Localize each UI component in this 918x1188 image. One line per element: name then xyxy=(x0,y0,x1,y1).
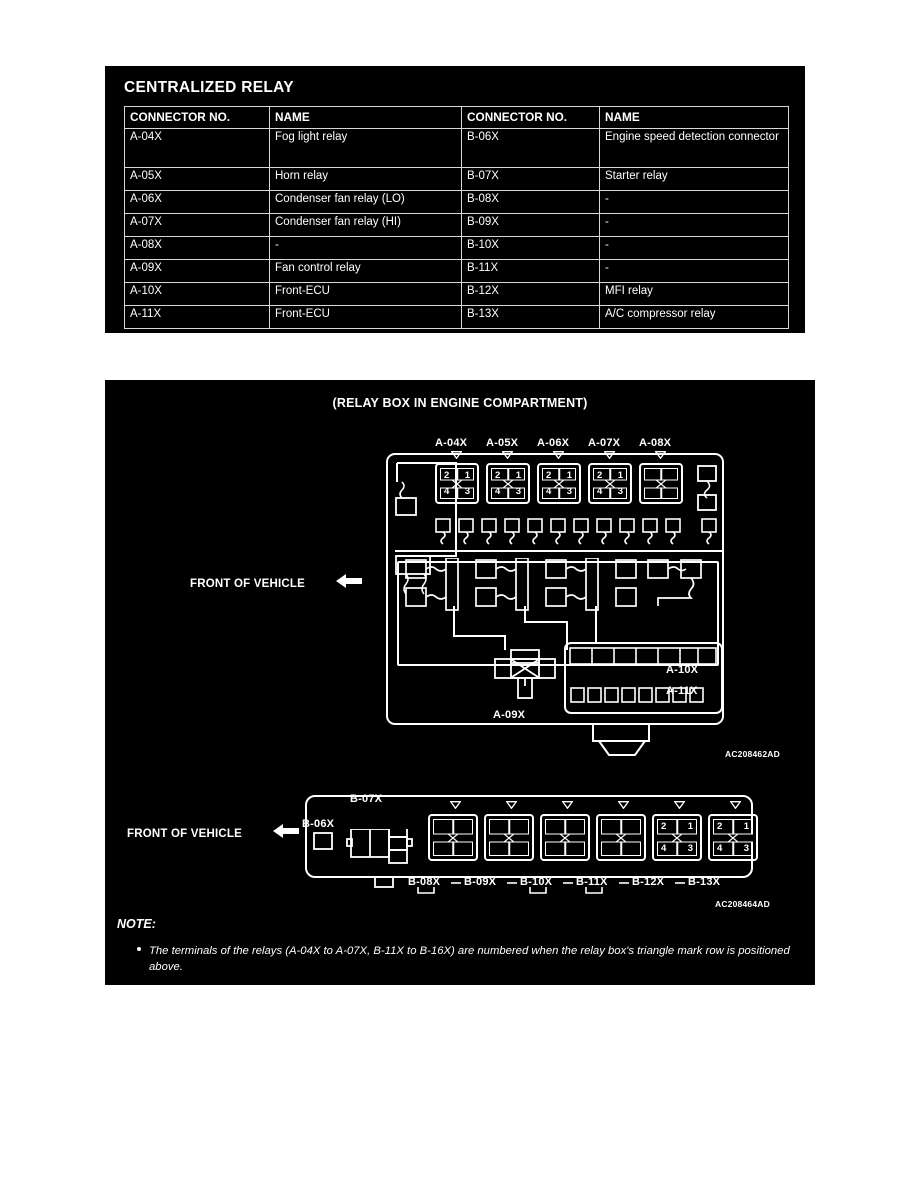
terminal-number: 3 xyxy=(566,485,572,497)
relay-x-mark-icon xyxy=(728,833,739,842)
relay-module-a-07x xyxy=(588,463,632,504)
relay-module-a-06x xyxy=(537,463,581,504)
fuse-row-upper xyxy=(435,518,697,548)
triangle-marker-icon xyxy=(730,801,741,809)
relay-label-a-08x: A-08X xyxy=(639,437,672,449)
cell-name-b: - xyxy=(600,237,789,260)
terminal-number: 1 xyxy=(617,470,623,481)
terminal-number: 4 xyxy=(546,485,552,497)
triangle-marker-icon xyxy=(506,801,517,809)
relay-x-mark-icon xyxy=(503,479,514,488)
cell-connector-no-a: A-11X xyxy=(125,306,270,329)
relay-x-mark-icon xyxy=(448,833,459,842)
front-of-vehicle-label-lower: FRONT OF VEHICLE xyxy=(127,828,243,840)
page-title: CENTRALIZED RELAY xyxy=(124,79,294,96)
reference-code-lower: AC208464AD xyxy=(715,899,770,909)
terminal-number: 1 xyxy=(687,821,693,832)
cell-name-a: Fan control relay xyxy=(270,260,462,283)
table-row xyxy=(125,306,789,329)
terminal-number: 4 xyxy=(661,842,667,854)
cell-connector-no-b: B-08X xyxy=(462,191,600,214)
triangle-marker-icon xyxy=(451,451,462,459)
triangle-marker-icon xyxy=(618,801,629,809)
cell-connector-no-a: A-10X xyxy=(125,283,270,306)
centralized-relay-table xyxy=(124,106,789,329)
relay-x-mark-icon xyxy=(560,833,571,842)
relay-box-right-element xyxy=(696,464,722,512)
terminal-number: 4 xyxy=(444,485,450,497)
relay-module-a-05x xyxy=(486,463,530,504)
cell-connector-no-b: B-12X xyxy=(462,283,600,306)
connector-label-a-10x: A-10X xyxy=(666,664,699,676)
bullet-dot-icon xyxy=(137,947,141,951)
table-row xyxy=(125,237,789,260)
terminal-number: 4 xyxy=(717,842,723,854)
relay-label-a-05x: A-05X xyxy=(486,437,519,449)
connector-label-a-11x: A-11X xyxy=(666,685,698,697)
table-row xyxy=(125,129,789,168)
relay-label-a-06x: A-06X xyxy=(537,437,570,449)
cell-name-b: MFI relay xyxy=(600,283,789,306)
cell-name-a: Front-ECU xyxy=(270,283,462,306)
front-of-vehicle-label-upper: FRONT OF VEHICLE xyxy=(190,578,306,590)
relay-label-a-04x: A-04X xyxy=(435,437,468,449)
relay-label-b-12x: B-12X xyxy=(632,876,665,888)
relay-module-b-13x xyxy=(708,814,758,861)
relay-module-a-08x xyxy=(639,463,683,504)
cell-connector-no-a: A-08X xyxy=(125,237,270,260)
cell-connector-no-a: A-07X xyxy=(125,214,270,237)
terminal-number: 3 xyxy=(617,485,623,497)
cell-connector-no-b: B-10X xyxy=(462,237,600,260)
terminal-number: 3 xyxy=(687,842,693,854)
table-row xyxy=(125,283,789,306)
centralized-relay-table-panel xyxy=(105,66,805,333)
relay-label-b-11x: B-11X xyxy=(576,876,608,888)
terminal-number: 4 xyxy=(597,485,603,497)
terminal-number: 3 xyxy=(515,485,521,497)
fuse-row-upper-extra xyxy=(701,518,723,548)
relay-label-b-10x: B-10X xyxy=(520,876,553,888)
relay-module-b-12x xyxy=(652,814,702,861)
cell-name-a: Horn relay xyxy=(270,168,462,191)
column-header-name-left: NAME xyxy=(270,107,462,129)
label-leader-lines xyxy=(401,873,741,895)
note-bullet-text: The terminals of the relays (A-04X to A-07X, B-11X to B-16X) are numbered when the relay box's triangle mark row is positioned above. xyxy=(149,945,790,974)
connector-block-detail xyxy=(567,644,721,714)
relay-symbol-a-09x xyxy=(493,648,559,706)
cell-connector-no-b: B-11X xyxy=(462,260,600,283)
lower-left-connectors xyxy=(311,829,421,873)
cell-connector-no-b: B-09X xyxy=(462,214,600,237)
relay-module-b-11x xyxy=(596,814,646,861)
diagram-title: (RELAY BOX IN ENGINE COMPARTMENT) xyxy=(332,396,588,410)
table-row xyxy=(125,191,789,214)
cell-connector-no-b: B-07X xyxy=(462,168,600,191)
terminal-number: 1 xyxy=(515,470,521,481)
cell-name-a: Fog light relay xyxy=(270,129,462,168)
table-row xyxy=(125,168,789,191)
terminal-number: 1 xyxy=(464,470,470,481)
triangle-marker-icon xyxy=(562,801,573,809)
table-row xyxy=(125,260,789,283)
reference-code-upper: AC208462AD xyxy=(725,749,780,759)
front-of-vehicle-arrow-upper xyxy=(336,573,362,589)
terminal-number: 3 xyxy=(464,485,470,497)
relay-x-mark-icon xyxy=(672,833,683,842)
note-bullet-item xyxy=(149,943,804,976)
triangle-marker-icon xyxy=(604,451,615,459)
triangle-marker-icon xyxy=(553,451,564,459)
cell-name-a: Condenser fan relay (HI) xyxy=(270,214,462,237)
triangle-marker-icon xyxy=(655,451,666,459)
relay-module-b-10x xyxy=(540,814,590,861)
cell-name-b: A/C compressor relay xyxy=(600,306,789,329)
cell-name-b: Starter relay xyxy=(600,168,789,191)
cell-connector-no-a: A-05X xyxy=(125,168,270,191)
relay-label-b-13x: B-13X xyxy=(688,876,721,888)
column-header-name-right: NAME xyxy=(600,107,789,129)
triangle-marker-icon xyxy=(502,451,513,459)
cell-name-a: Front-ECU xyxy=(270,306,462,329)
bus-line-upper xyxy=(395,550,723,552)
cell-connector-no-a: A-04X xyxy=(125,129,270,168)
column-header-connector-no-right: CONNECTOR NO. xyxy=(462,107,600,129)
cell-connector-no-b: B-13X xyxy=(462,306,600,329)
relay-box-bottom-connector xyxy=(583,724,661,758)
cell-name-b: Engine speed detection connector xyxy=(600,129,789,168)
terminal-number: 1 xyxy=(743,821,749,832)
note-title: NOTE: xyxy=(117,917,156,931)
cell-name-a: Condenser fan relay (LO) xyxy=(270,191,462,214)
relay-module-b-08x xyxy=(428,814,478,861)
front-of-vehicle-arrow-lower xyxy=(273,823,299,839)
terminal-number: 1 xyxy=(566,470,572,481)
relay-label-a-07x: A-07X xyxy=(588,437,621,449)
terminal-number: 3 xyxy=(743,842,749,854)
relay-x-mark-icon xyxy=(554,479,565,488)
cell-name-b: - xyxy=(600,214,789,237)
terminal-number: 2 xyxy=(546,470,552,481)
relay-label-a-09x: A-09X xyxy=(493,709,526,721)
relay-x-mark-icon xyxy=(605,479,616,488)
triangle-marker-icon xyxy=(450,801,461,809)
relay-module-b-09x xyxy=(484,814,534,861)
relay-x-mark-icon xyxy=(504,833,515,842)
table-header-row xyxy=(125,107,789,129)
cell-connector-no-b: B-06X xyxy=(462,129,600,168)
terminal-number: 4 xyxy=(495,485,501,497)
cell-connector-no-a: A-06X xyxy=(125,191,270,214)
relay-box-diagram-panel xyxy=(105,380,815,985)
triangle-marker-icon xyxy=(674,801,685,809)
cell-name-a: - xyxy=(270,237,462,260)
relay-x-mark-icon xyxy=(656,479,667,488)
terminal-number: 2 xyxy=(661,821,667,832)
connector-label-b-07x: B-07X xyxy=(350,793,383,805)
relay-x-mark-icon xyxy=(616,833,627,842)
cell-name-b: - xyxy=(600,191,789,214)
terminal-number: 2 xyxy=(597,470,603,481)
terminal-number: 2 xyxy=(495,470,501,481)
link-wires xyxy=(445,606,685,654)
table-row xyxy=(125,214,789,237)
cell-connector-no-a: A-09X xyxy=(125,260,270,283)
cell-name-b: - xyxy=(600,260,789,283)
relay-label-b-08x: B-08X xyxy=(408,876,441,888)
lower-box-tab xyxy=(373,876,399,890)
terminal-number: 2 xyxy=(717,821,723,832)
connector-label-b-06x: B-06X xyxy=(302,818,335,830)
relay-label-b-09x: B-09X xyxy=(464,876,497,888)
column-header-connector-no-left: CONNECTOR NO. xyxy=(125,107,270,129)
terminal-number: 2 xyxy=(444,470,450,481)
